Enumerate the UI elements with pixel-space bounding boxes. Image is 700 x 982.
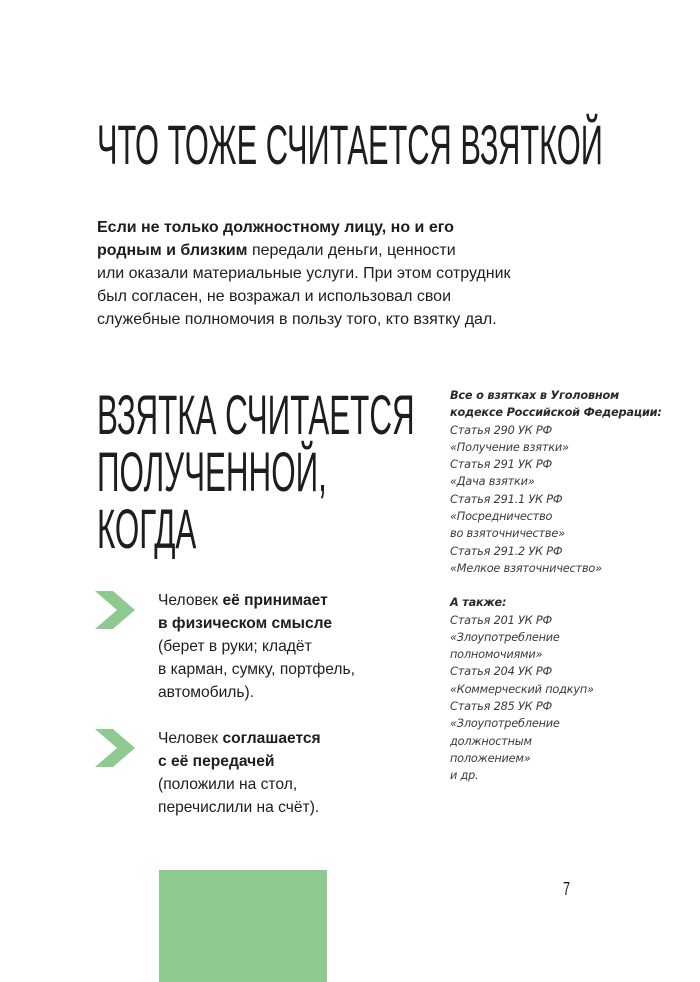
sidebar-also-item: Статья 285 УК РФ	[450, 700, 553, 714]
bullet-bold: в физическом смысле	[158, 615, 333, 632]
sidebar-also-item: «Злоупотребление	[450, 717, 560, 731]
chevron-right-icon	[95, 729, 135, 767]
bullet-prefix: Человек	[158, 592, 223, 609]
sidebar-also-item: «Злоупотребление	[450, 630, 560, 644]
intro-paragraph	[97, 216, 617, 331]
page-number: 7	[563, 879, 571, 899]
sidebar-also-item: Статья 201 УК РФ	[450, 613, 553, 627]
bullet-text	[158, 589, 418, 704]
intro-bold-2: родным и близким	[97, 242, 248, 259]
intro-text-2: передали деньги, ценности	[247, 242, 456, 259]
section-heading-line-3: КОГДА	[97, 497, 197, 560]
sidebar-also-item: полномочиями»	[450, 648, 543, 662]
section-heading-line-2: ПОЛУЧЕННОЙ,	[97, 440, 327, 503]
bullet-text	[158, 727, 418, 819]
bullet-line: перечислили на счёт).	[158, 799, 320, 816]
decorative-green-block	[159, 870, 327, 982]
bullet-bold: соглашается	[222, 730, 321, 747]
bullet-line: (положили на стол,	[158, 776, 298, 793]
chevron-right-icon	[95, 591, 135, 629]
section-heading	[97, 383, 415, 560]
intro-text-5: служебные полномочия в пользу того, кто взятку дал.	[97, 311, 497, 328]
bullet-line: автомобиль).	[158, 684, 255, 701]
sidebar-also-item: и др.	[450, 769, 479, 783]
sidebar-item: Статья 291.1 УК РФ	[450, 492, 563, 506]
bullet-line: в карман, сумку, портфель,	[158, 661, 355, 678]
sidebar-also-item: «Коммерческий подкуп»	[450, 682, 594, 696]
sidebar-item: «Дача взятки»	[450, 475, 535, 489]
sidebar-also-item: положением»	[450, 751, 531, 765]
sidebar-spacer	[450, 577, 670, 594]
section-heading-line-1: ВЗЯТКА СЧИТАЕТСЯ	[97, 383, 415, 446]
sidebar-item: во взяточничестве»	[450, 527, 565, 541]
intro-text-3: или оказали материальные услуги. При этом сотрудник	[97, 265, 511, 282]
sidebar-item: «Мелкое взяточничество»	[450, 561, 602, 575]
intro-bold-1: Если не только должностному лицу, но и его	[97, 219, 454, 236]
sidebar-item: «Получение взятки»	[450, 440, 569, 454]
sidebar-header-1: Все о взятках в Уголовном	[450, 389, 620, 402]
page-title: ЧТО ТОЖЕ СЧИТАЕТСЯ ВЗЯТКОЙ	[97, 113, 603, 176]
sidebar-item: Статья 291 УК РФ	[450, 458, 553, 472]
bullet-line: (берет в руки; кладёт	[158, 638, 312, 655]
sidebar-also-item: Статья 204 УК РФ	[450, 665, 553, 679]
sidebar-item: Статья 290 УК РФ	[450, 423, 553, 437]
sidebar-item: Статья 291.2 УК РФ	[450, 544, 563, 558]
bullet-bold: с её передачей	[158, 753, 275, 770]
sidebar-header-2: кодексе Российской Федерации:	[450, 406, 662, 420]
sidebar-also-header: А также:	[450, 596, 507, 610]
criminal-code-sidebar	[450, 387, 670, 785]
bullet-prefix: Человек	[158, 730, 223, 747]
bullet-bold: её принимает	[222, 592, 328, 609]
sidebar-also-item: должностным	[450, 734, 532, 748]
intro-text-4: был согласен, не возражал и использовал свои	[97, 288, 452, 305]
sidebar-item: «Посредничество	[450, 510, 553, 524]
